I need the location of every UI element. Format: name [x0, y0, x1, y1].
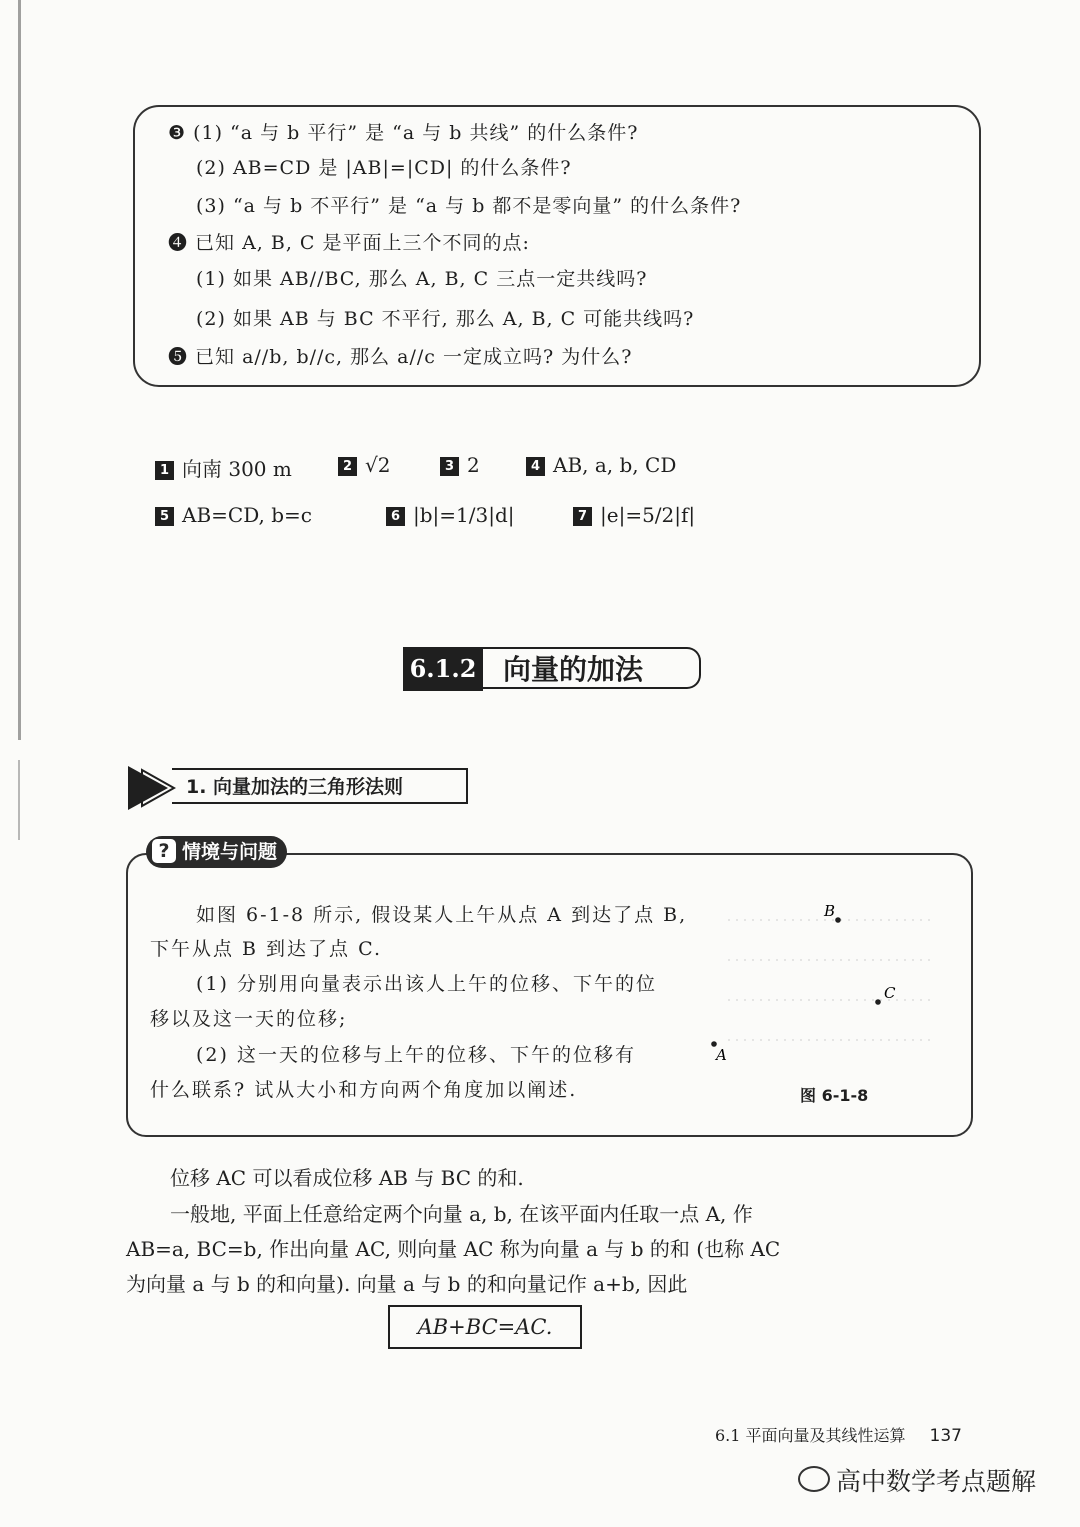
question-line: ❸ (1) “a 与 b 平行” 是 “a 与 b 共线” 的什么条件? [168, 122, 639, 144]
subsection-title: 1. 向量加法的三角形法则 [172, 768, 468, 804]
answer-text: AB=CD, b=c [182, 503, 312, 527]
scenario-line: 下午从点 B 到达了点 C. [150, 938, 382, 960]
body-line: 位移 AC 可以看成位移 AB 与 BC 的和. [170, 1166, 524, 1190]
scenario-line: 什么联系? 试从大小和方向两个角度加以阐述. [150, 1079, 578, 1101]
answer-item [526, 453, 676, 477]
scenario-line: 移以及这一天的位移; [150, 1008, 348, 1030]
question-line: ❺ 已知 a//b, b//c, 那么 a//c 一定成立吗? 为什么? [168, 346, 633, 368]
scenario-line: 如图 6-1-8 所示, 假设某人上午从点 A 到达了点 B, [196, 904, 688, 926]
question-line: (1) 如果 AB//BC, 那么 A, B, C 三点一定共线吗? [196, 268, 648, 290]
watermark-text: 高中数学考点题解 [836, 1467, 1037, 1496]
answer-number: 1 [155, 461, 174, 480]
question-line: ❹ 已知 A, B, C 是平面上三个不同的点: [168, 232, 530, 254]
body-line: 一般地, 平面上任意给定两个向量 a, b, 在该平面内任取一点 A, 作 [170, 1202, 753, 1226]
answer-number: 3 [440, 457, 459, 476]
point-c [875, 999, 881, 1005]
question-line: (2) 如果 AB 与 BC 不平行, 那么 A, B, C 可能共线吗? [196, 308, 695, 330]
label-b: B [824, 902, 836, 920]
answer-item [155, 453, 292, 482]
binding-edge [18, 0, 21, 740]
question-line: (2) AB=CD 是 |AB|=|CD| 的什么条件? [196, 157, 572, 179]
answer-text: |e|=5/2|f| [600, 503, 696, 527]
answer-item [155, 503, 312, 527]
label-c: C [884, 984, 896, 1002]
answer-number: 2 [338, 457, 357, 476]
scenario-badge-label: 情境与问题 [182, 841, 278, 863]
answer-text: 向南 300 m [182, 457, 292, 481]
page-number: 137 [929, 1426, 962, 1446]
footer-section: 6.1 平面向量及其线性运算 [715, 1426, 906, 1445]
answer-text: AB, a, b, CD [553, 453, 677, 477]
wechat-icon [798, 1466, 830, 1492]
question-mark-icon: ? [152, 839, 176, 863]
answer-text: |b|=1/3|d| [413, 503, 515, 527]
answer-item [440, 453, 480, 477]
chevron-right-icon [128, 766, 176, 810]
figure-caption: 图 6-1-8 [800, 1086, 869, 1105]
question-line: (3) “a 与 b 不平行” 是 “a 与 b 都不是零向量” 的什么条件? [196, 195, 742, 217]
scenario-line: (1) 分别用向量表示出该人上午的位移、下午的位 [196, 973, 657, 995]
answer-item [386, 503, 515, 527]
answer-text: 2 [467, 453, 480, 477]
section-number: 6.1.2 [403, 647, 483, 691]
answer-number: 6 [386, 507, 405, 526]
answer-item [338, 453, 390, 477]
answer-number: 5 [155, 507, 174, 526]
answer-item [573, 503, 695, 527]
page-footer [715, 1423, 962, 1446]
point-b [835, 917, 841, 923]
body-line: 为向量 a 与 b 的和向量). 向量 a 与 b 的和向量记作 a+b, 因此 [126, 1272, 688, 1296]
binding-edge-lower [18, 760, 20, 840]
answer-number: 7 [573, 507, 592, 526]
answer-number: 4 [526, 457, 545, 476]
formula-box: AB+BC=AC. [388, 1305, 582, 1349]
figure-6-1-8 [708, 892, 940, 1070]
label-a: A [716, 1046, 727, 1064]
section-title: 向量的加法 [483, 647, 701, 689]
scenario-line: (2) 这一天的位移与上午的位移、下午的位移有 [196, 1044, 636, 1066]
answer-text: √2 [365, 453, 391, 477]
scenario-badge [146, 836, 287, 868]
watermark [798, 1462, 1036, 1498]
body-line: AB=a, BC=b, 作出向量 AC, 则向量 AC 称为向量 a 与 b 的和 (也称 AC [126, 1237, 781, 1261]
